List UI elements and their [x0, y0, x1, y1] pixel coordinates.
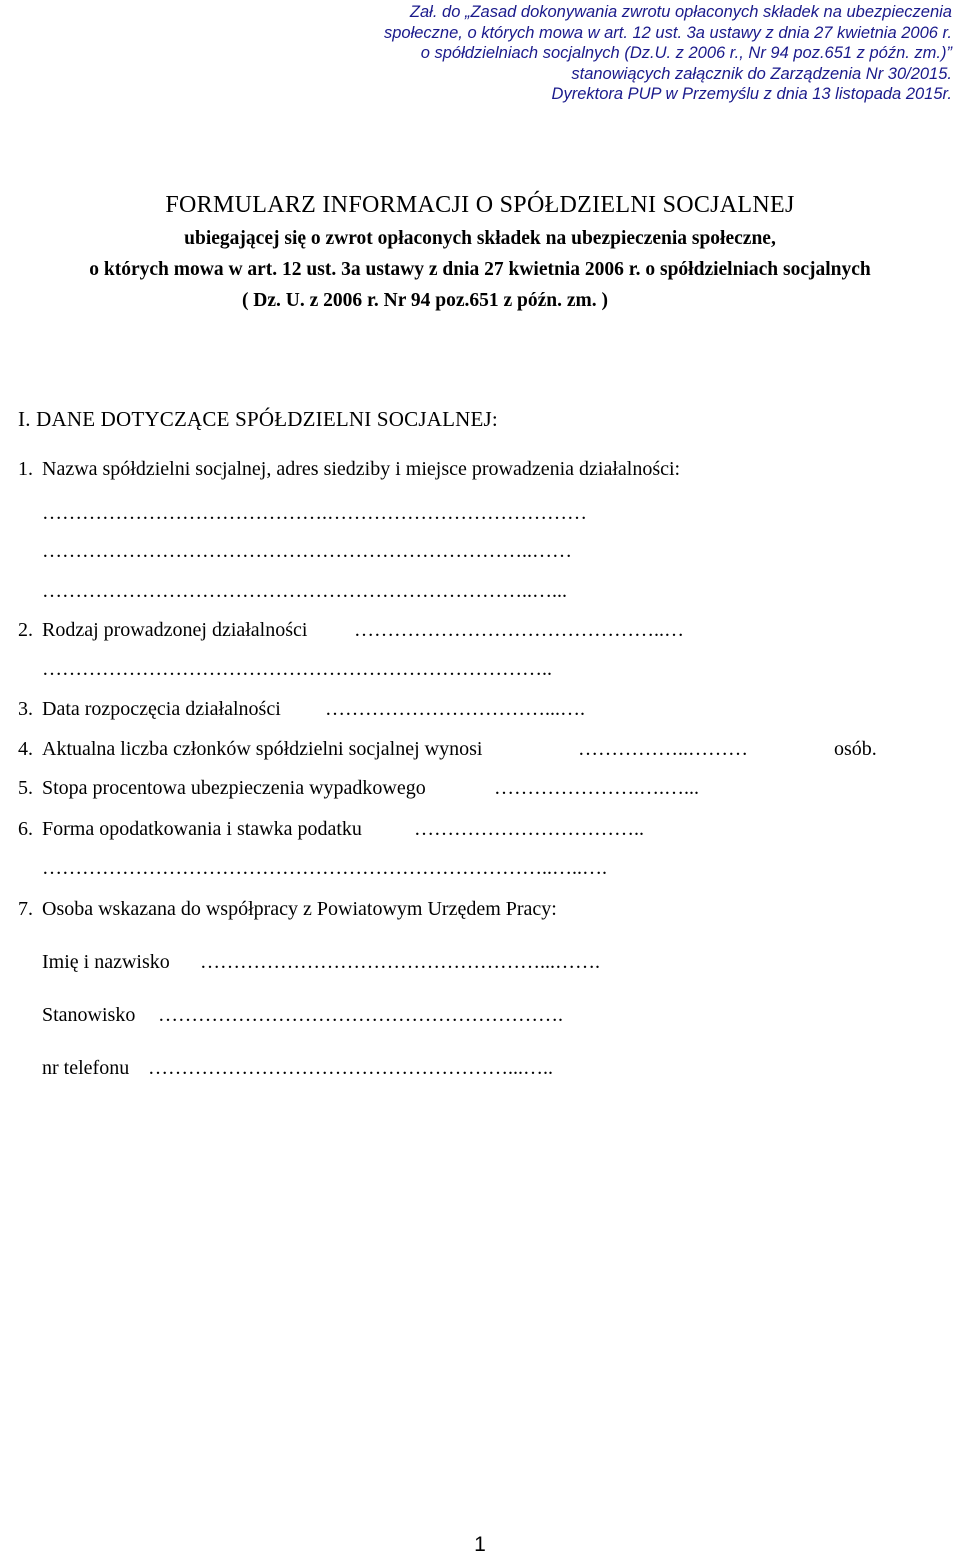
section-heading: I. DANE DOTYCZĄCE SPÓŁDZIELNI SOCJALNEJ:	[18, 407, 498, 431]
item-number: 7.	[18, 898, 33, 920]
annex-line: Zał. do „Zasad dokonywania zwrotu opłaconych składek na ubezpieczenia	[409, 3, 952, 21]
annex-line: społeczne, o których mowa w art. 12 ust. 3a ustawy z dnia 27 kwietnia 2006 r.	[383, 23, 952, 42]
item-number: 2.	[18, 619, 33, 641]
annex-line: Dyrektora PUP w Przemyślu z dnia 13 listopada 2015r.	[551, 85, 952, 103]
form-title: FORMULARZ INFORMACJI O SPÓŁDZIELNI SOCJALNEJ	[165, 192, 795, 218]
item-label-accident-rate: Stopa procentowa ubezpieczenia wypadkowego	[42, 777, 426, 799]
annex-header	[252, 2, 952, 105]
fill-line[interactable]: …………………………………….…………………………………	[42, 502, 587, 524]
label-full-name: Imię i nazwisko	[42, 951, 170, 973]
item-number: 5.	[18, 777, 33, 799]
label-phone: nr telefonu	[42, 1057, 130, 1079]
item-number: 4.	[18, 738, 33, 760]
item-label-contact-person: Osoba wskazana do współpracy z Powiatowym Urzędem Pracy:	[42, 898, 557, 920]
item-label-taxation: Forma opodatkowania i stawka podatku	[42, 818, 362, 840]
fill-line[interactable]: ………………………………………………………………..…...	[42, 580, 567, 602]
fill-line[interactable]: ……………………………………………...…….	[200, 951, 600, 973]
fill-line[interactable]: ………………………………………………………………..……	[42, 540, 572, 562]
fill-line[interactable]: …………………………………………………………………..	[42, 658, 552, 680]
fill-line[interactable]: ……………..………	[578, 738, 748, 760]
fill-line[interactable]: ………………………………………..…	[354, 619, 684, 641]
item-label-name-address: Nazwa spółdzielni socjalnej, adres siedziby i miejsce prowadzenia działalności:	[42, 458, 681, 480]
annex-line: stanowiących załącznik do Zarządzenia Nr 30/2015.	[571, 64, 952, 83]
page-number: 1	[474, 1533, 486, 1556]
form-title-block	[0, 190, 960, 316]
fill-line[interactable]: …………………………………………………………………..…..….	[42, 857, 607, 879]
fill-line[interactable]: ……………………………..	[414, 818, 644, 840]
form-subtitle-line: ubiegającej się o zwrot opłaconych składek na ubezpieczenia społeczne,	[184, 228, 776, 249]
fill-line[interactable]: ………………………………………………...…..	[148, 1057, 553, 1079]
form-subtitle-line: ( Dz. U. z 2006 r. Nr 94 poz.651 z późn. zm. )	[241, 290, 609, 311]
item-label-activity-type: Rodzaj prowadzonej działalności	[42, 619, 308, 641]
item-number: 6.	[18, 818, 33, 840]
item-suffix-persons: osób.	[834, 738, 877, 760]
item-number: 3.	[18, 698, 33, 720]
form-subtitle-line: o których mowa w art. 12 ust. 3a ustawy z dnia 27 kwietnia 2006 r. o spółdzielniach socjalnych	[89, 259, 871, 280]
item-number: 1.	[18, 458, 33, 480]
annex-line: o spółdzielniach socjalnych (Dz.U. z 2006 r., Nr 94 poz.651 z późn. zm.)”	[420, 44, 952, 62]
item-label-start-date: Data rozpoczęcia działalności	[42, 698, 281, 720]
item-label-member-count: Aktualna liczba członków spółdzielni socjalnej wynosi	[42, 738, 483, 760]
fill-line[interactable]: ………………….….…...	[494, 777, 699, 799]
fill-line[interactable]: …………………………………………………….	[158, 1004, 563, 1026]
label-position: Stanowisko	[42, 1004, 136, 1026]
fill-line[interactable]: ……………………………...….	[325, 698, 585, 720]
